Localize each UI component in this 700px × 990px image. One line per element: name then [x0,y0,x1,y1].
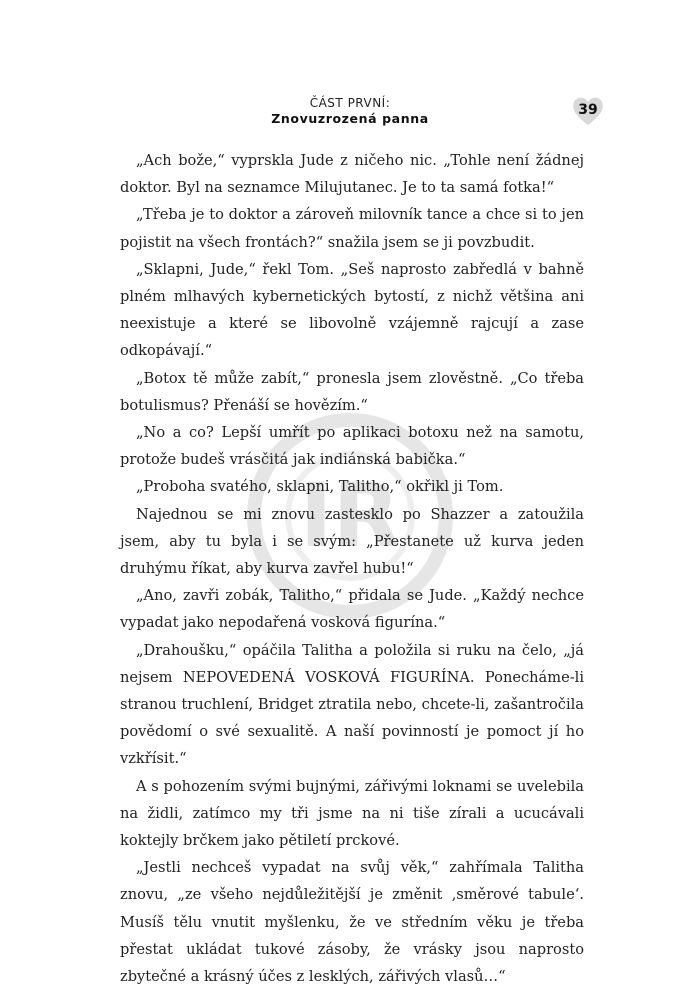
paragraph: „Drahoušku,“ opáčila Talitha a položila si ruku na čelo, „já nejsem NEPOVEDENÁ VOSKOVÁ FIGURÍNA. Ponecháme-li stranou truchlení, Bridget ztratila nebo, chcete-li, zašantročila povědomí o své sexualitě. A naší povinností je pomoct jí ho vzkřísit.“ [120,641,584,768]
watermark-text: IR [299,464,401,567]
paragraph: „No a co? Lepší umřít po aplikaci botoxu než na samotu, protože budeš vrásčitá jak indiánská babička.“ [120,424,584,469]
page-number: 39 [578,102,598,118]
body-text [120,147,584,990]
part-title: ČÁST PRVNÍ: [309,96,391,110]
paragraph: „Ano, zavři zobák, Talitho,“ přidala se Jude. „Každý nechce vypadat jako nepodařená vosková figurína.“ [120,587,584,632]
book-subtitle: Znovuzrozená panna [271,111,429,126]
paragraph: „Jestli nechceš vypadat na svůj věk,“ zahřímala Talitha znovu, „ze všeho nejdůležitější je změnit ‚směrové tabule‘. Musíš tělu vnutit myšlenku, že ve středním věku je třeba přestat ukládat tukové zásoby, že vrásky jsou naprosto zbytečné a krásný účes z lesklých, zářivých vlasů…“ [120,859,584,986]
paragraph: „Sklapni, Jude,“ řekl Tom. „Seš naprosto zabředlá v bahně plném mlhavých kybernetických bytostí, z nichž většina ani neexistuje a které se libovolně vzájemně rajcují a zase odkopávají.“ [120,260,584,360]
paragraph: A s pohozením svými bujnými, zářivými loknami se uvelebila na židli, zatímco my tři jsme na ni tiše zírali a ucucávali koktejly brčkem jako pětiletí prckové. [120,777,584,850]
paragraph: „Proboha svatého, sklapni, Talitho,“ okřikl ji Tom. [136,478,504,496]
paragraph: „Ach bože,“ vyprskla Jude z ničeho nic. „Tohle není žádnej doktor. Byl na seznamce Milujutanec. Je to ta samá fotka!“ [120,152,584,197]
page-number-badge [570,92,606,128]
paragraph: „Botox tě může zabít,“ pronesla jsem zlověstně. „Co třeba botulismus? Přenáší se hovězím.“ [120,369,584,414]
paragraph: Najednou se mi znovu zastesklo po Shazzer a zatoužila jsem, aby tu byla i se svým: „Přestanete už kurva jeden druhýmu říkat, aby kurva zavřel hubu!“ [120,505,584,578]
paragraph: „Třeba je to doktor a zároveň milovník tance a chce si to jen pojistit na všech frontách?“ snažila jsem se ji povzbudit. [120,206,584,251]
